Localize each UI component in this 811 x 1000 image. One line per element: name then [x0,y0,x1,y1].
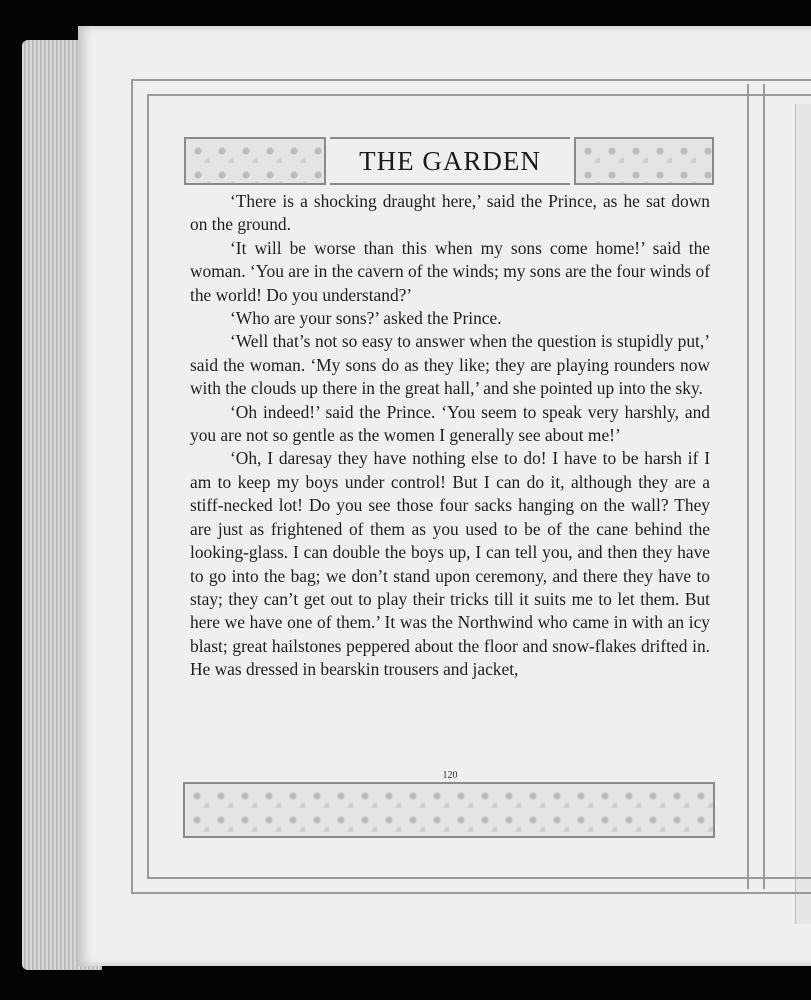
header-ornament-left [184,137,326,185]
paragraph: ‘It will be worse than this when my sons come home!’ said the woman. ‘You are in the cavern of the winds; my sons are the four winds of the world! Do you understand?’ [190,237,710,305]
page-number: 120 [442,770,458,781]
paragraph: ‘Well that’s not so easy to answer when the question is stupidly put,’ said the woman. ‘My sons do as they like; they are playing rounders now with the clouds up there in the great hall,’ and she pointed up into the sky. [190,331,710,399]
paragraph: ‘Oh, I daresay they have nothing else to do! I have to be harsh if I am to keep my boys under control! But I can do it, although they are a stiff-necked lot! Do you see those four sacks hanging on the wall? They are just as frightened of them as you used to be of the cane behind the looking-glass. I can double the boys up, I can tell you, and then they have to go into the bag; we don’t stand upon ceremony, and there they have to stay; they can’t get out to play their tricks till it suits me to let them. But here we have one of them.’ It was the Northwind who came in with an icy blast; great hailstones peppered about the floor and snow-flakes drifted in. He was dressed in bearskin trousers and jacket, [190,448,710,680]
body-text [190,190,710,682]
paragraph: ‘Who are your sons?’ asked the Prince. [230,308,502,329]
footer-ornament [183,782,715,838]
frame-vertical-rule [747,84,749,889]
header-ornament-right [574,137,714,185]
paragraph: ‘Oh indeed!’ said the Prince. ‘You seem to speak very harshly, and you are not so gentle as the women I generally see about me!’ [190,401,710,446]
frame-vertical-rule [763,84,765,889]
page-title: THE GARDEN [359,145,541,176]
paragraph: ‘There is a shocking draught here,’ said the Prince, as he sat down on the ground. [190,191,710,235]
header-title-box [330,137,570,185]
